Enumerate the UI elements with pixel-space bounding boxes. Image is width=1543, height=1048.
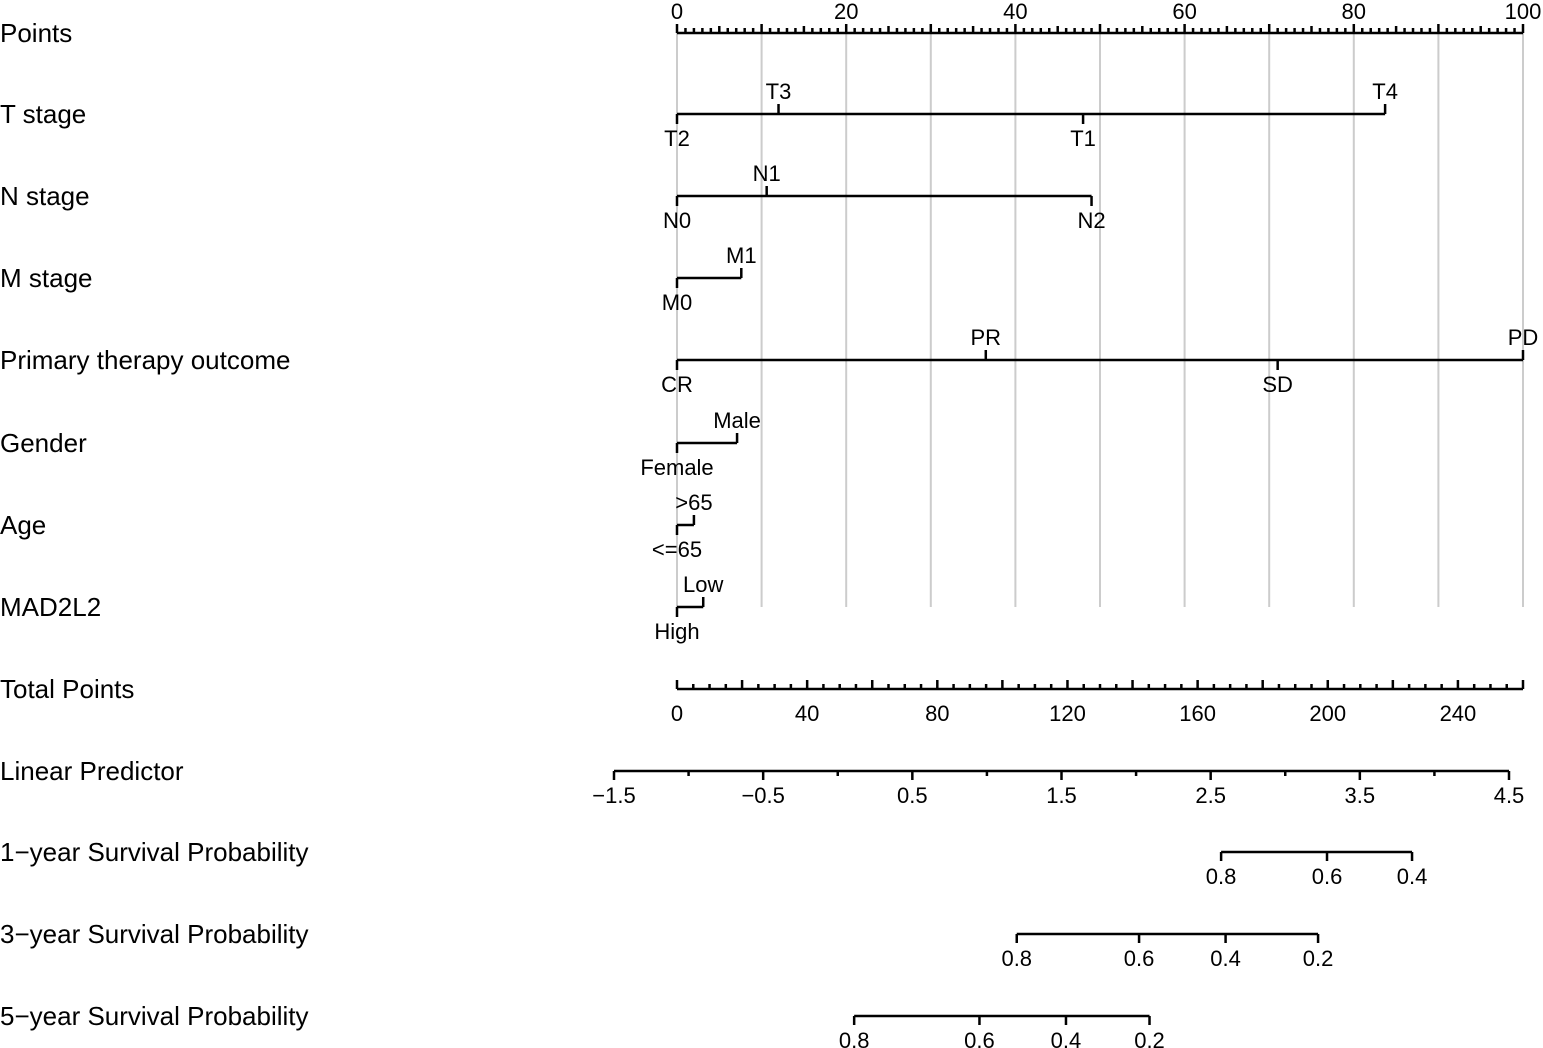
age-level-65: >65 [675, 490, 713, 515]
points-tick-label: 80 [1341, 0, 1367, 24]
row-label-1-year-survival-probability: 1−year Survival Probability [0, 837, 309, 867]
t-stage-level-t3: T3 [765, 79, 792, 104]
total-points-tick-label: 240 [1439, 701, 1477, 726]
row-label-points: Points [0, 18, 73, 48]
points-tick-label: 0 [670, 0, 684, 24]
n-stage-level-n1: N1 [752, 161, 781, 186]
1-year-survival-probability-tick-label: 0.8 [1205, 864, 1237, 889]
gender-level-male: Male [713, 408, 761, 433]
row-label-primary-therapy-outcome: Primary therapy outcome [0, 345, 291, 375]
row-label-3-year-survival-probability: 3−year Survival Probability [0, 919, 309, 949]
3-year-survival-probability-tick-label: 0.8 [1001, 946, 1033, 971]
primary-therapy-outcome-level-pr: PR [970, 325, 1002, 350]
row-label-total-points: Total Points [0, 674, 135, 704]
linear-predictor-tick-label: 4.5 [1493, 783, 1525, 808]
linear-predictor-tick-label: 2.5 [1195, 783, 1226, 808]
points-tick-label: 20 [833, 0, 859, 24]
1-year-survival-probability-tick-label: 0.6 [1311, 864, 1343, 889]
m-stage-level-m0: M0 [661, 290, 693, 315]
linear-predictor-tick-label: −1.5 [592, 783, 636, 808]
3-year-survival-probability-tick-label: 0.4 [1210, 946, 1241, 971]
row-label-m-stage: M stage [0, 263, 93, 293]
5-year-survival-probability-tick-label: 0.6 [964, 1028, 995, 1048]
m-stage-level-m1: M1 [726, 243, 757, 268]
primary-therapy-outcome-level-pd: PD [1507, 325, 1539, 350]
points-tick-label: 40 [1003, 0, 1028, 24]
n-stage-level-n0: N0 [662, 208, 692, 233]
total-points-tick-label: 200 [1309, 701, 1347, 726]
5-year-survival-probability-tick-label: 0.2 [1134, 1028, 1165, 1048]
row-label-gender: Gender [0, 428, 87, 458]
mad2l2-level-high: High [654, 619, 700, 644]
5-year-survival-probability-tick-label: 0.8 [838, 1028, 870, 1048]
row-label-age: Age [0, 510, 47, 540]
row-label-t-stage: T stage [0, 99, 87, 129]
mad2l2-level-low: Low [683, 572, 724, 597]
3-year-survival-probability-tick-label: 0.2 [1302, 946, 1334, 971]
gender-level-female: Female [640, 455, 714, 480]
row-label-mad2l2: MAD2L2 [0, 592, 102, 622]
t-stage-level-t2: T2 [664, 126, 690, 151]
total-points-tick-label: 120 [1049, 701, 1086, 726]
row-label-linear-predictor: Linear Predictor [0, 756, 184, 786]
row-label-5-year-survival-probability: 5−year Survival Probability [0, 1001, 309, 1031]
total-points-tick-label: 160 [1179, 701, 1216, 726]
t-stage-level-t4: T4 [1372, 79, 1398, 104]
1-year-survival-probability-tick-label: 0.4 [1396, 864, 1428, 889]
primary-therapy-outcome-level-cr: CR [661, 372, 693, 397]
total-points-tick-label: 40 [794, 701, 820, 726]
primary-therapy-outcome-level-sd: SD [1262, 372, 1293, 397]
points-tick-label: 60 [1172, 0, 1197, 24]
linear-predictor-tick-label: 3.5 [1344, 783, 1376, 808]
linear-predictor-tick-label: 0.5 [897, 783, 928, 808]
linear-predictor-tick-label: −0.5 [741, 783, 785, 808]
5-year-survival-probability-tick-label: 0.4 [1050, 1028, 1082, 1048]
points-tick-label: 100 [1504, 0, 1542, 24]
age-level-65: <=65 [651, 537, 703, 562]
linear-predictor-tick-label: 1.5 [1046, 783, 1077, 808]
n-stage-level-n2: N2 [1077, 208, 1106, 233]
total-points-tick-label: 0 [670, 701, 684, 726]
3-year-survival-probability-tick-label: 0.6 [1123, 946, 1155, 971]
t-stage-level-t1: T1 [1070, 126, 1096, 151]
row-label-n-stage: N stage [0, 181, 90, 211]
total-points-tick-label: 80 [925, 701, 950, 726]
